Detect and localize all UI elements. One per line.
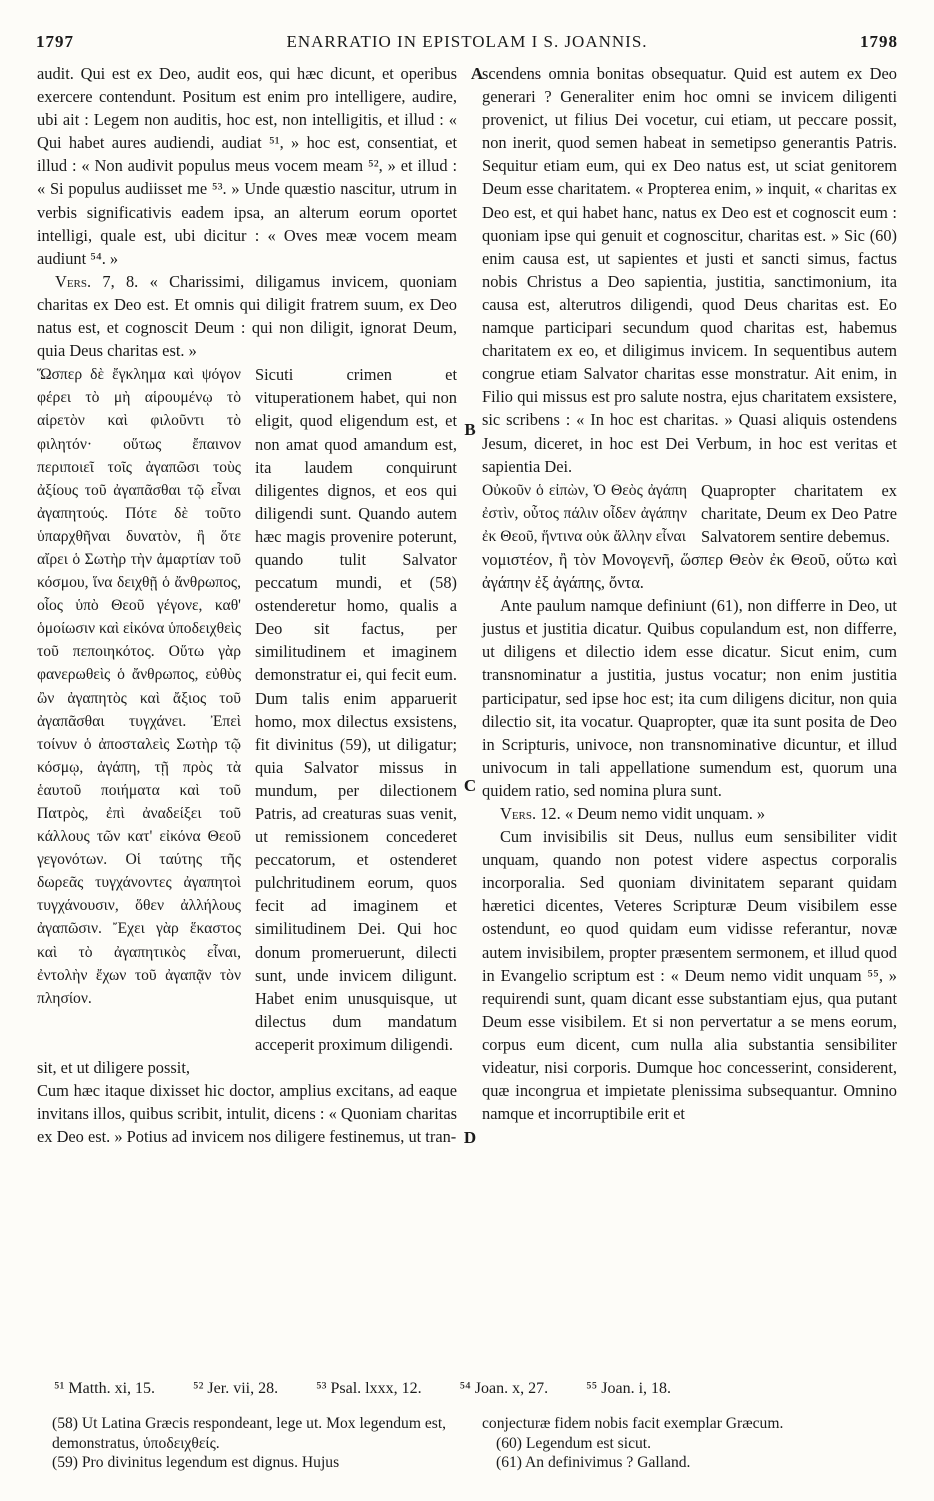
left-column	[37, 62, 457, 1148]
margin-marker-d: D	[463, 1128, 477, 1147]
footnotes-right	[482, 1414, 897, 1473]
verse-text-12: « Deum nemo vidit unquam. »	[564, 804, 766, 823]
left-verse-block	[37, 270, 457, 362]
reference-52: ⁵² Jer. vii, 28.	[193, 1380, 279, 1397]
right-paragraph-4: Cum invisibilis sit Deus, nullus eum sensibiliter vidit unquam, quando non potest videre aspectus corporalis incorporalia. Sed quoniam divinitatem separant quidam hæretici dicentes, Veteres Scripturæ Deum visibilem esse ostendunt, eo quod quidam eum vidisse referantur, novæ autem invisibilem, propter præsentem sermonem, et illud quod in Evangelio scriptum est : « Deum nemo vidit unquam ⁵⁵, » requirendi sunt, quam dicant esse substantiam ejus, qua putant Deum esse visibilem. Et si non pervertatur a se mens eorum, corpus eum dicent, cum nulla alia substantia sensibiliter videatur, nisi corporis. Dumque hoc concesserint, considerent, quæ incongrua et impietate plenissima subsequantur. Omnino namque et incorruptibile erit et	[482, 827, 897, 1124]
reference-54: ⁵⁴ Joan. x, 27.	[459, 1380, 549, 1397]
margin-marker-c: C	[463, 776, 477, 795]
left-paragraph-1: audit. Qui est ex Deo, audit eos, qui hæc dicunt, et operibus exercere contendunt. Positum est enim pro intelligere, audire, ubi ait : Legem non auditis, hoc est, non intelligitis, et illud : « Qui habet aures audiendi, audiat ⁵¹, » hoc est, consentiat, et illud : « Non audivit populus meus vocem meam ⁵², » et illud : « Si populus audiisset me ⁵³. » Unde quæstio nascitur, utrum in verbis significativis eadem ipsa, an alterum eorum oportet intelligi, quale est, ubi dicitur : « Oves meæ vocem meam audiunt ⁵⁴. »	[37, 64, 457, 268]
page-header	[36, 32, 898, 56]
right-paragraph-2: Ante paulum namque definiunt (61), non differre in Deo, ut justus et justitia dicatur. Quibus copulandum est, non differre, ut diligens et dilectio idem esse dicatur. Sicut enim, cum transnominatur a justitia, justus vocatur; non enim justitia participatur, sed ipse hoc est; ita cum diligens dicitur, non quia dilectio sit, ita vocatur. Quapropter, quæ ita sunt posita de Deo in Scripturis, univoce, non transnominative dicuntur, et illud univocum in tali appellatione sumendum est, quorum una quidem ratio, sed nomina plura sunt.	[482, 596, 897, 800]
reference-51: ⁵¹ Matth. xi, 15.	[54, 1380, 156, 1397]
reference-53: ⁵³ Psal. lxxx, 12.	[316, 1380, 422, 1397]
right-paragraph-1: scendens omnia bonitas obsequatur. Quid est autem ex Deo generari ? Generaliter enim hoc omni se invicem diligenti provenict, ut filius Dei vocetur, cui etiam, ut peccare possit, non inerit, quod semen habeat in semetipso generantis Patris. Sequitur etiam eum, qui ex Deo natus est, ut sciat genitorem Deum esse charitatem. « Propterea enim, » inquit, « charitas ex Deo est, et qui habet hanc, natus ex Deo est et cognoscit eum : quoniam ipse qui genuit et cognoscitur, charitas est. » Sic (60) enim causa est, ut sapientes et justi et sancti simus, factus nobis Christus a Deo sapientia, justitia, sanctimonium, ita causa est, alterutros diligendi, quod Deus charitas est. Eo namque participari secundum quod charitas est, habemus charitatem ex eo, et diligimus invicem. In sequentibus autem congrue etiam Salvator charitas esse monstratur. Ait enim, in Filio qui missus est pro salute nostra, ejus charitatem exsistere, sic scribens : « In hoc est charitas. » Quasi aliquis ostendens Jesum, diceret, in hoc est Dei Verbum, in hoc est veritas et sapientia Dei.	[482, 64, 897, 476]
margin-marker-a: A	[470, 64, 484, 83]
right-verse-block	[482, 802, 897, 825]
running-title: ENARRATIO IN EPISTOLAM I S. JOANNIS.	[286, 32, 648, 51]
scripture-references	[54, 1378, 897, 1400]
footnote-59: (59) Pro divinitus legendum est dignus. Hujus	[52, 1454, 340, 1471]
footnote-61: (61) An definivimus ? Galland.	[496, 1454, 691, 1471]
verse-text: « Charissimi, diligamus invicem, quoniam charitas ex Deo est. Et omnis qui diligit fratrem suum, ex Deo natus est, et cognoscit Deum : qui non diligit, ignorat Deum, quia Deus charitas est. »	[37, 271, 457, 361]
greek-text-right: Οὐκοῦν ὁ εἰπὼν, Ὁ Θεὸς ἀγάπη ἐστὶν, οὗτος πάλιν οἶδεν ἀγάπην ἐκ Θεοῦ, ἥντινα οὐκ ἄλλην εἶναι	[482, 481, 687, 545]
margin-marker-b: B	[464, 420, 476, 439]
left-paragraph-3: sit, et ut diligere possit,	[37, 1058, 190, 1078]
page-number-left: 1797	[36, 32, 74, 51]
greek-continuation: νομιστέον, ἢ τὸν Μονογενῆ, ὥσπερ Θεὸν ἐκ Θεοῦ, οὕτω καὶ ἀγάπην ἐξ ἀγάπης, ὄντα.	[482, 549, 897, 593]
parallel-columns-right	[482, 479, 897, 548]
footnotes-left	[52, 1414, 454, 1473]
verse-label-12: Vers. 12.	[500, 804, 561, 823]
greek-text-left: Ὥσπερ δὲ ἔγκλημα καὶ ψόγον φέρει τὸ μὴ αἱρουμένῳ τὸ αἱρετὸν καὶ φιλοῦντι τὸ φιλητόν· οὕτως ἔπαινον περιποιεῖ τοῖς ἀγαπῶσι τοὺς ἀξίους τοῦ ἀγαπᾶσθαι τῷ εἶναι ἀγαπητούς. Πότε δὲ τοῦτο ὑπαρχθῆναι δυνατὸν, ἢ ὅτε αἴρει ὁ Σωτὴρ τὴν ἁμαρτίαν τοῦ κόσμου, ἵνα δειχθῇ ὁ ἄνθρωπος, οἷος ὑπὸ Θεοῦ γέγονε, καθ' ὁμοίωσιν καὶ εἰκόνα ὑποδειχθεὶς τοῦ πεποιηκότος. Οὕτω γὰρ φανερωθεὶς ὁ ἄνθρωπος, εὐθὺς ὢν ἀγαπητὸς καὶ ἄξιος τοῦ ἀγαπᾶσθαι τυγχάνει. Ἐπεὶ τοίνυν ὁ ἀποσταλεὶς Σωτὴρ τῷ κόσμῳ, ἀγάπη, τῇ πρὸς τὰ ἑαυτοῦ ποιήματα καὶ τοῦ Πατρὸς, ἐπὶ ἀναδείξει τοῦ κάλλους τῶν κατ' εἰκόνα Θεοῦ γεγονότων. Οἱ ταύτης τῆς δωρεᾶς τυγχάνοντες ἀγαπητοὶ τυγχάνουσιν, ὅθεν ἀλλήλους ἀγαπῶσιν. Ἔχει γὰρ ἕκαστος καὶ τὸ ἀγαπητικὸς εἶναι, ἐντολὴν ἔχων τοῦ ἀγαπᾷν τὸν πλησίον.	[37, 366, 241, 1007]
parallel-columns-left	[37, 363, 457, 1056]
footnote-59-continued: conjecturæ fidem nobis facit exemplar Græcum.	[482, 1415, 784, 1432]
right-column	[482, 62, 897, 1125]
verse-label: Vers. 7, 8.	[55, 271, 139, 291]
left-paragraph-4: Cum hæc itaque dixisset hic doctor, amplius excitans, ad eaque invitans illos, quibus scribit, intulit, dicens : « Quoniam charitas ex Deo est. » Potius ad invicem nos diligere festinemus, ut tran-	[37, 1081, 457, 1147]
footnote-58: (58) Ut Latina Græcis respondeant, lege ut. Mox legendum est, demonstratus, ὑποδειχθείς.	[52, 1415, 447, 1452]
footnote-60: (60) Legendum est sicut.	[496, 1434, 652, 1452]
page-number-right: 1798	[860, 32, 898, 51]
latin-translation-right: Quapropter charitatem ex charitate, Deum ex Deo Patre Salvatorem sentire debemus.	[701, 480, 897, 546]
latin-translation-left: Sicuti crimen et vituperationem habet, qui non eligit, quod eligendum est, et non amat quod amandum est, ita laudem conquirunt diligentes dignos, et eos qui diligendi sunt. Quando autem hæc magis provenire poterunt, quando tulit Salvator peccatum mundi, et (58) ostenderetur homo, qualis a Deo sit factus, per similitudinem et imaginem demonstratur ei, qui fecit eum. Dum talis enim apparuerit homo, mox dilectus exsistens, fit divinitus (59), ut diligatur; quia Salvator missus in mundum, per dilectionem Patris, ad creaturas suas venit, ut remissionem concederet peccatorum, et ostenderet pulchritudinem eorum, quos fecit ad imaginem et similitudinem Dei. Qui hoc donum promeruerunt, dilecti sunt, unde invicem diligunt. Habet enim unusquisque, ut dilectus dum mandatum acceperit proximum diligendi.	[255, 365, 457, 1054]
reference-55: ⁵⁵ Joan. i, 18.	[586, 1380, 672, 1397]
